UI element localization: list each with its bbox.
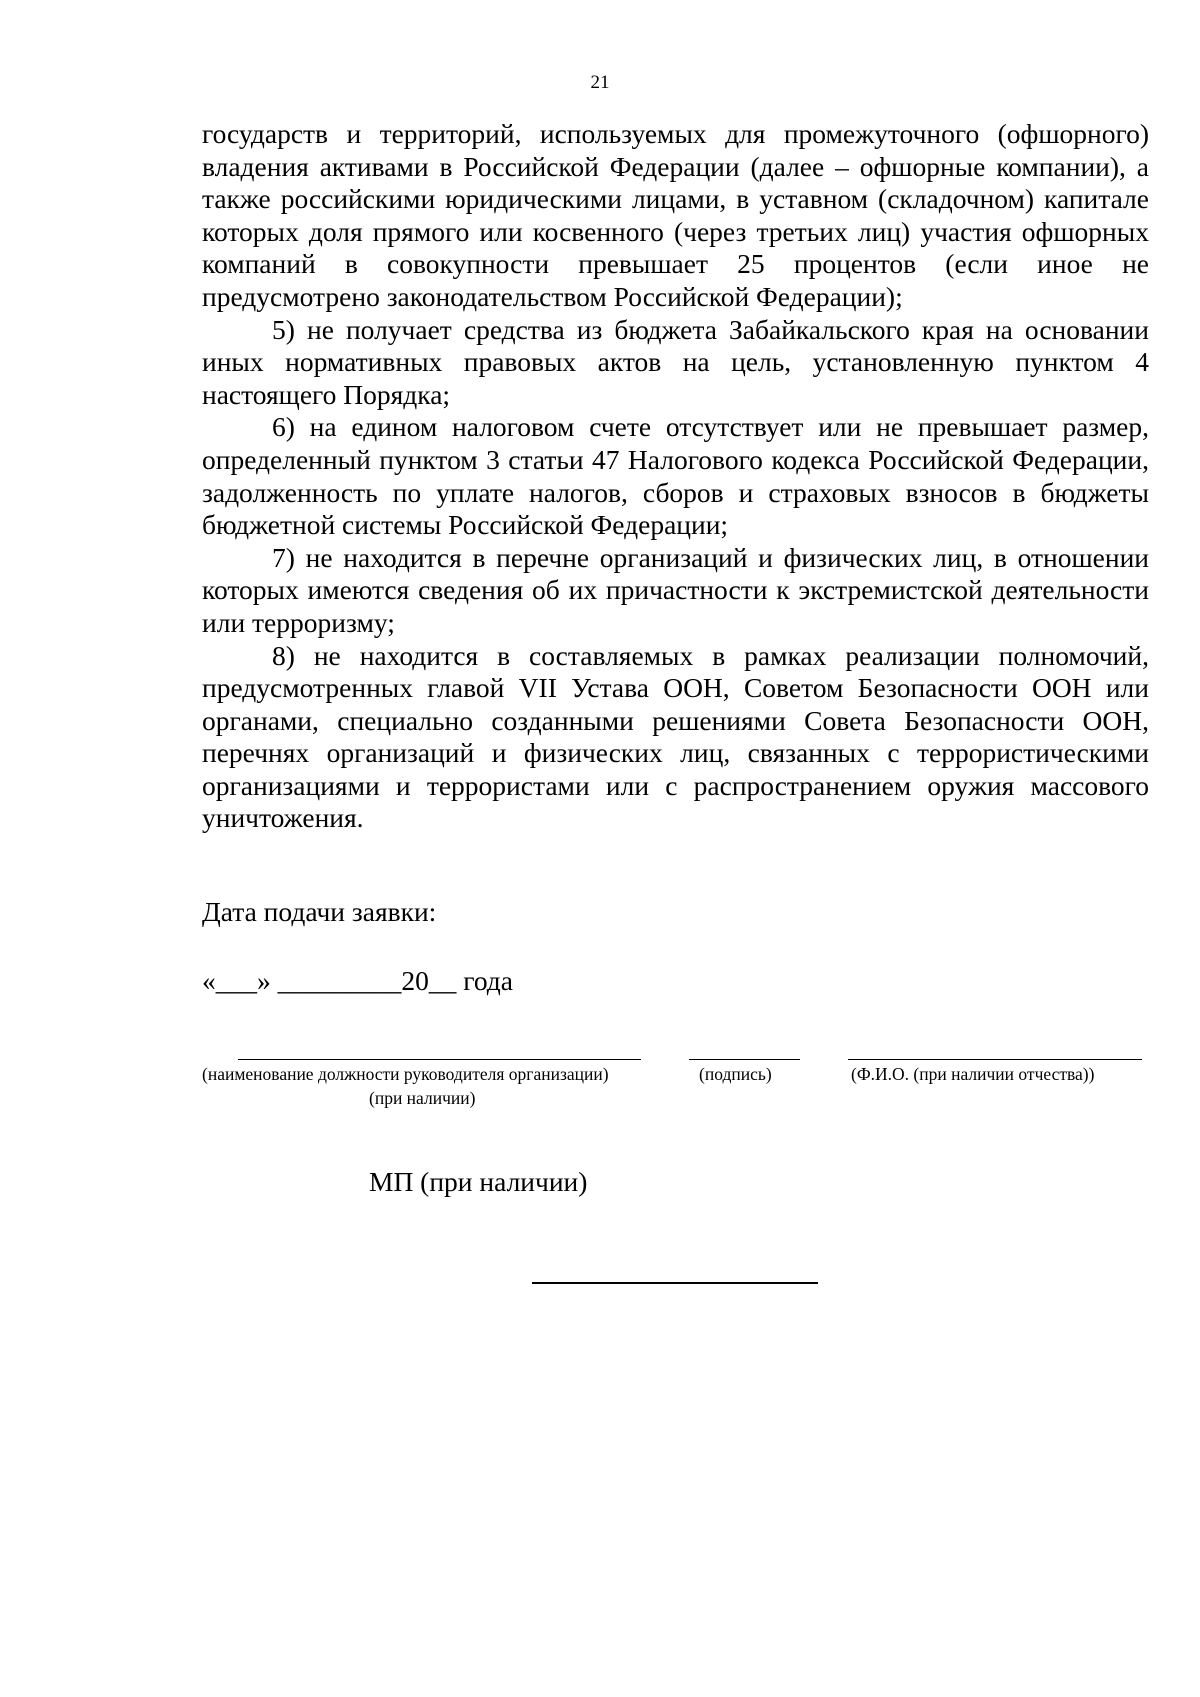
closing-rule <box>532 1282 818 1284</box>
paragraph-item-7: 7) не находится в перечне организаций и физических лиц, в отношении которых имеются сведения об их причастности к экстремистской деятельности или терроризму; <box>202 541 1149 638</box>
paragraph-item-5: 5) не получает средства из бюджета Забайкальского края на основании иных нормативных правовых актов на цель, установленную пунктом 4 настоящего Порядка; <box>202 313 1149 410</box>
name-caption: (Ф.И.О. (при наличии отчества)) <box>851 1064 1095 1084</box>
signature-rule <box>689 1059 800 1060</box>
name-signature-rule <box>848 1059 1142 1060</box>
body-text <box>202 118 1149 835</box>
paragraph-item-8: 8) не находится в составляемых в рамках реализации полномочий, предусмотренных главой VII Устава ООН, Советом Безопасности ООН или органами, специально созданными решениями Совета Безопасности ООН, перечнях организаций и физических лиц, связанных с террористическими организациями и террористами или с распространением оружия массового уничтожения. <box>202 639 1149 834</box>
application-date-field: «___» _________20__ года <box>202 965 513 996</box>
position-signature-rule <box>238 1059 641 1060</box>
position-caption-note: (при наличии) <box>369 1088 476 1108</box>
position-caption: (наименование должности руководителя организации) <box>202 1064 609 1084</box>
paragraph-offshore-continuation: государств и территорий, используемых для промежуточного (офшорного) владения активами в Российской Федерации (далее – офшорные компании), а также российскими юридическими лицами, в уставном (складочном) капитале которых доля прямого или косвенного (через третьих лиц) участия офшорных компаний в совокупности превышает 25 процентов (если иное не предусмотрено законодательством Российской Федерации); <box>202 118 1149 312</box>
page-number: 21 <box>590 72 610 93</box>
signature-caption: (подпись) <box>699 1064 772 1084</box>
stamp-label: МП (при наличии) <box>369 1166 588 1197</box>
application-date-label: Дата подачи заявки: <box>202 896 437 927</box>
paragraph-item-6: 6) на едином налоговом счете отсутствует или не превышает размер, определенный пунктом 3 статьи 47 Налогового кодекса Российской Федерации, задолженность по уплате налогов, сборов и страховых взносов в бюджеты бюджетной системы Российской Федерации; <box>202 411 1149 541</box>
